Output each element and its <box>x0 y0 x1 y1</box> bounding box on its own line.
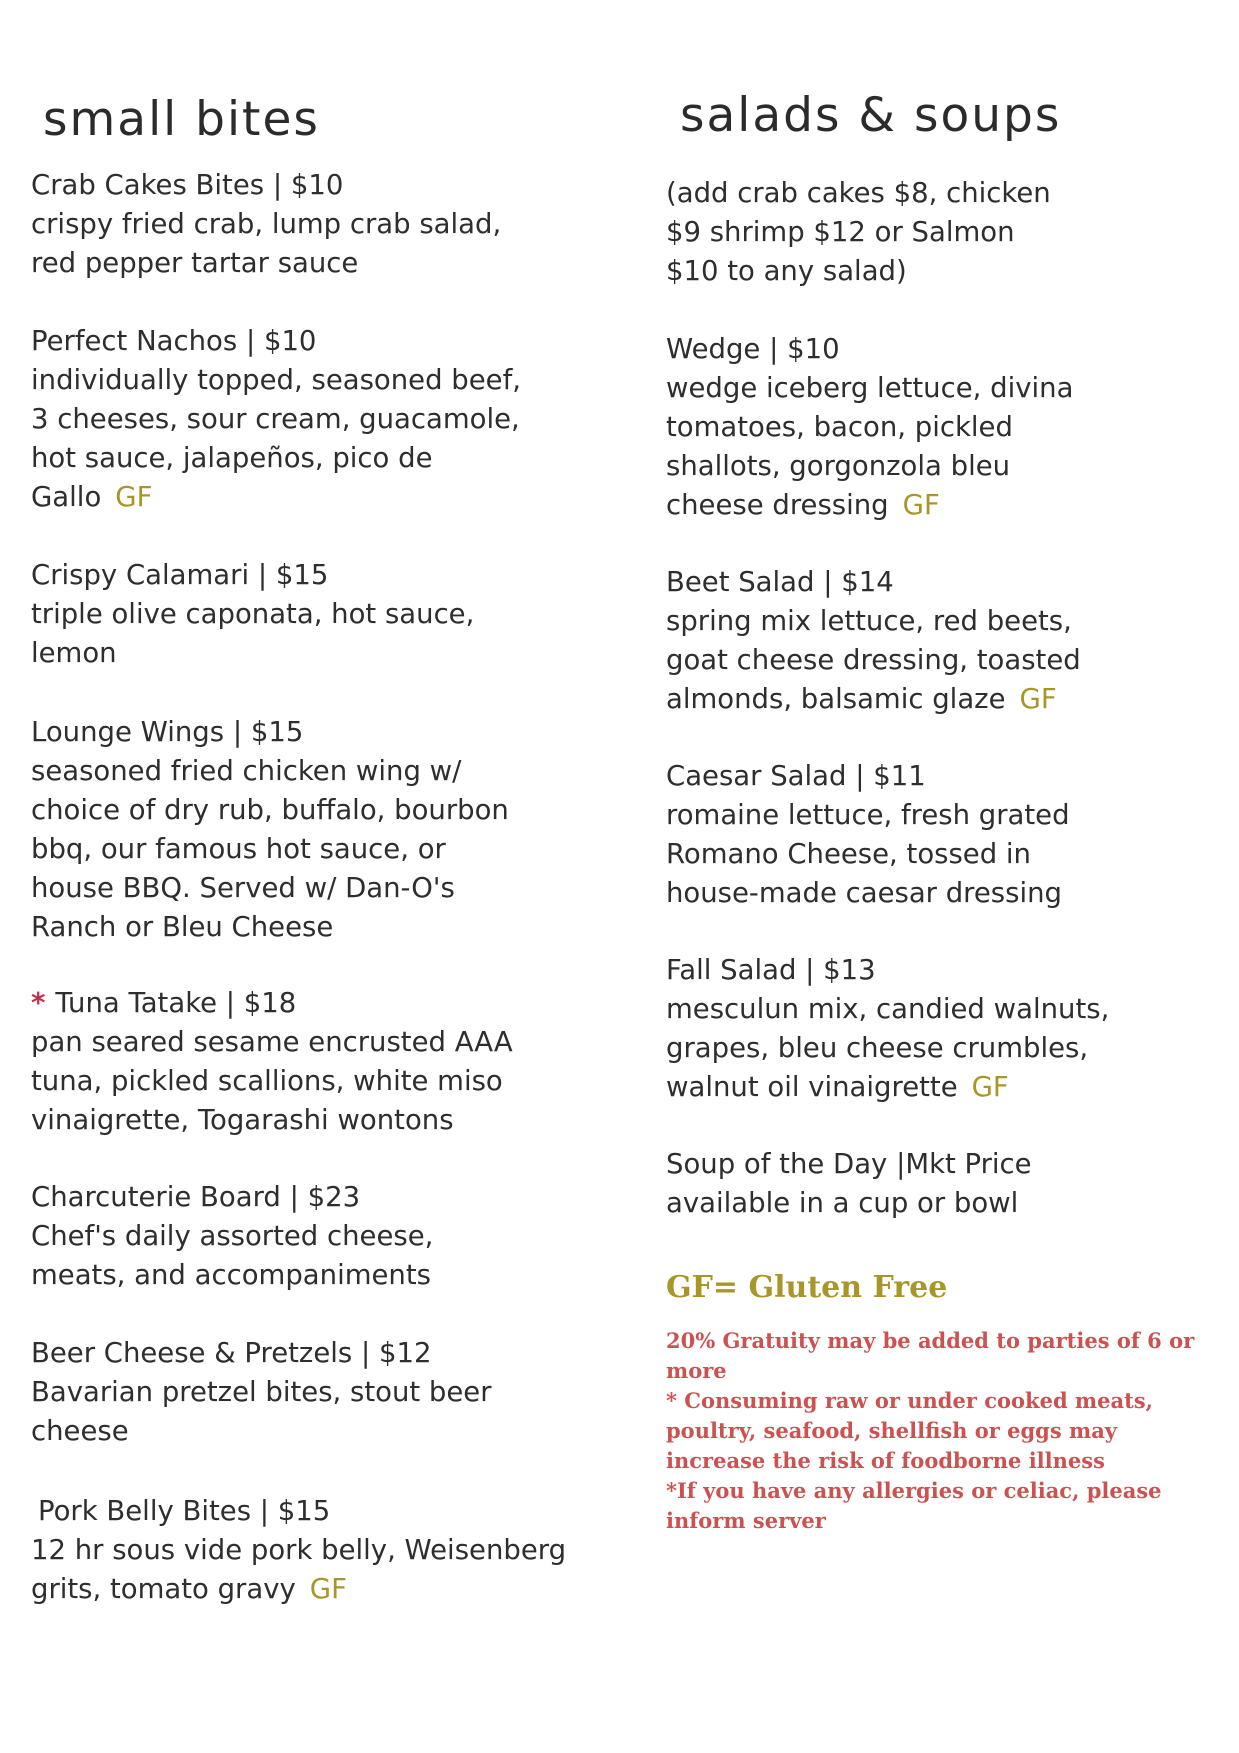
add-on-line: (add crab cakes $8, chicken <box>666 177 1051 209</box>
item-desc-line: Romano Cheese, tossed in <box>666 838 1031 870</box>
item-desc-line: tomatoes, bacon, pickled <box>666 411 1013 443</box>
menu-item-soup-of-the-day <box>666 1145 1226 1223</box>
menu-item-wedge <box>666 330 1226 525</box>
item-desc-line: seasoned fried chicken wing w/ <box>31 755 462 787</box>
item-desc-line: bbq, our famous hot sauce, or <box>31 833 446 865</box>
item-desc-line: choice of dry rub, buffalo, bourbon <box>31 794 509 826</box>
item-desc-line: vinaigrette, Togarashi wontons <box>31 1104 454 1136</box>
gf-badge: GF <box>971 1071 1009 1103</box>
item-desc-line: available in a cup or bowl <box>666 1187 1019 1219</box>
item-desc-line: mesculun mix, candied walnuts, <box>666 993 1110 1025</box>
item-desc-line: 3 cheeses, sour cream, guacamole, <box>31 403 520 435</box>
item-desc-line: shallots, gorgonzola bleu <box>666 450 1011 482</box>
salad-add-ons <box>666 174 1226 291</box>
item-title: Tuna Tatake | $18 <box>55 987 297 1019</box>
item-desc-line: spring mix lettuce, red beets, <box>666 605 1072 637</box>
item-desc-line: grits, tomato gravy <box>31 1573 296 1605</box>
item-title: Caesar Salad | $11 <box>666 760 926 792</box>
item-desc-line: pan seared sesame encrusted AAA <box>31 1026 513 1058</box>
item-title: Wedge | $10 <box>666 333 840 365</box>
item-desc-line: almonds, balsamic glaze <box>666 683 1006 715</box>
item-desc-line: grapes, bleu cheese crumbles, <box>666 1032 1089 1064</box>
item-title: Perfect Nachos | $10 <box>31 325 317 357</box>
menu-item-calamari <box>31 556 591 673</box>
menu-item-beer-cheese <box>31 1334 591 1451</box>
note-line: 20% Gratuity may be added to parties of 6 or <box>666 1328 1195 1353</box>
menu-item-lounge-wings <box>31 713 591 947</box>
menu-item-pork-belly <box>31 1492 591 1609</box>
item-title: Beet Salad | $14 <box>666 566 894 598</box>
item-desc-line: goat cheese dressing, toasted <box>666 644 1081 676</box>
item-title: Beer Cheese & Pretzels | $12 <box>31 1337 432 1369</box>
gf-badge: GF <box>309 1573 347 1605</box>
note-line: inform server <box>666 1508 826 1533</box>
menu-item-nachos <box>31 322 591 517</box>
item-desc-line: meats, and accompaniments <box>31 1259 431 1291</box>
item-desc-line: Gallo <box>31 481 102 513</box>
salads-soups-heading: salads & soups <box>680 88 1062 143</box>
gf-badge: GF <box>115 481 153 513</box>
item-desc-line: lemon <box>31 637 117 669</box>
item-desc-line: house BBQ. Served w/ Dan-O's <box>31 872 455 904</box>
gf-badge: GF <box>902 489 940 521</box>
item-desc-line: Bavarian pretzel bites, stout beer <box>31 1376 492 1408</box>
item-desc-line: Chef's daily assorted cheese, <box>31 1220 434 1252</box>
add-on-line: $10 to any salad) <box>666 255 907 287</box>
menu-item-beet-salad <box>666 563 1226 719</box>
item-desc-line: romaine lettuce, fresh grated <box>666 799 1070 831</box>
gf-badge: GF <box>1019 683 1057 715</box>
item-title: Lounge Wings | $15 <box>31 716 304 748</box>
menu-item-crab-cakes <box>31 166 591 283</box>
item-desc-line: 12 hr sous vide pork belly, Weisenberg <box>31 1534 567 1566</box>
item-desc-line: walnut oil vinaigrette <box>666 1071 958 1103</box>
menu-item-tuna-tatake <box>31 984 591 1140</box>
item-desc-line: hot sauce, jalapeños, pico de <box>31 442 433 474</box>
item-desc-line: tuna, pickled scallions, white miso <box>31 1065 503 1097</box>
item-title: Pork Belly Bites | $15 <box>38 1495 331 1527</box>
menu-item-caesar-salad <box>666 757 1226 913</box>
note-line: * Consuming raw or under cooked meats, <box>666 1388 1153 1413</box>
note-line: *If you have any allergies or celiac, please <box>666 1478 1162 1503</box>
note-line: increase the risk of foodborne illness <box>666 1448 1105 1473</box>
item-desc-line: cheese <box>31 1415 129 1447</box>
item-title: Crispy Calamari | $15 <box>31 559 329 591</box>
raw-warning-asterisk: * <box>31 987 46 1019</box>
item-desc-line: wedge iceberg lettuce, divina <box>666 372 1074 404</box>
item-title: Fall Salad | $13 <box>666 954 876 986</box>
add-on-line: $9 shrimp $12 or Salmon <box>666 216 1015 248</box>
item-desc-line: triple olive caponata, hot sauce, <box>31 598 475 630</box>
menu-item-fall-salad <box>666 951 1226 1107</box>
gf-legend: GF= Gluten Free <box>666 1270 948 1305</box>
item-desc-line: cheese dressing <box>666 489 889 521</box>
item-desc-line: red pepper tartar sauce <box>31 247 359 279</box>
item-desc-line: Ranch or Bleu Cheese <box>31 911 334 943</box>
small-bites-heading: small bites <box>43 92 320 147</box>
note-line: poultry, seafood, shellfish or eggs may <box>666 1418 1118 1443</box>
item-desc-line: house-made caesar dressing <box>666 877 1062 909</box>
item-title: Soup of the Day |Mkt Price <box>666 1148 1032 1180</box>
menu-item-charcuterie <box>31 1178 591 1295</box>
item-title: Crab Cakes Bites | $10 <box>31 169 344 201</box>
item-desc-line: crispy fried crab, lump crab salad, <box>31 208 502 240</box>
item-title: Charcuterie Board | $23 <box>31 1181 361 1213</box>
note-line: more <box>666 1358 727 1383</box>
menu-notes <box>666 1326 1206 1536</box>
item-desc-line: individually topped, seasoned beef, <box>31 364 522 396</box>
